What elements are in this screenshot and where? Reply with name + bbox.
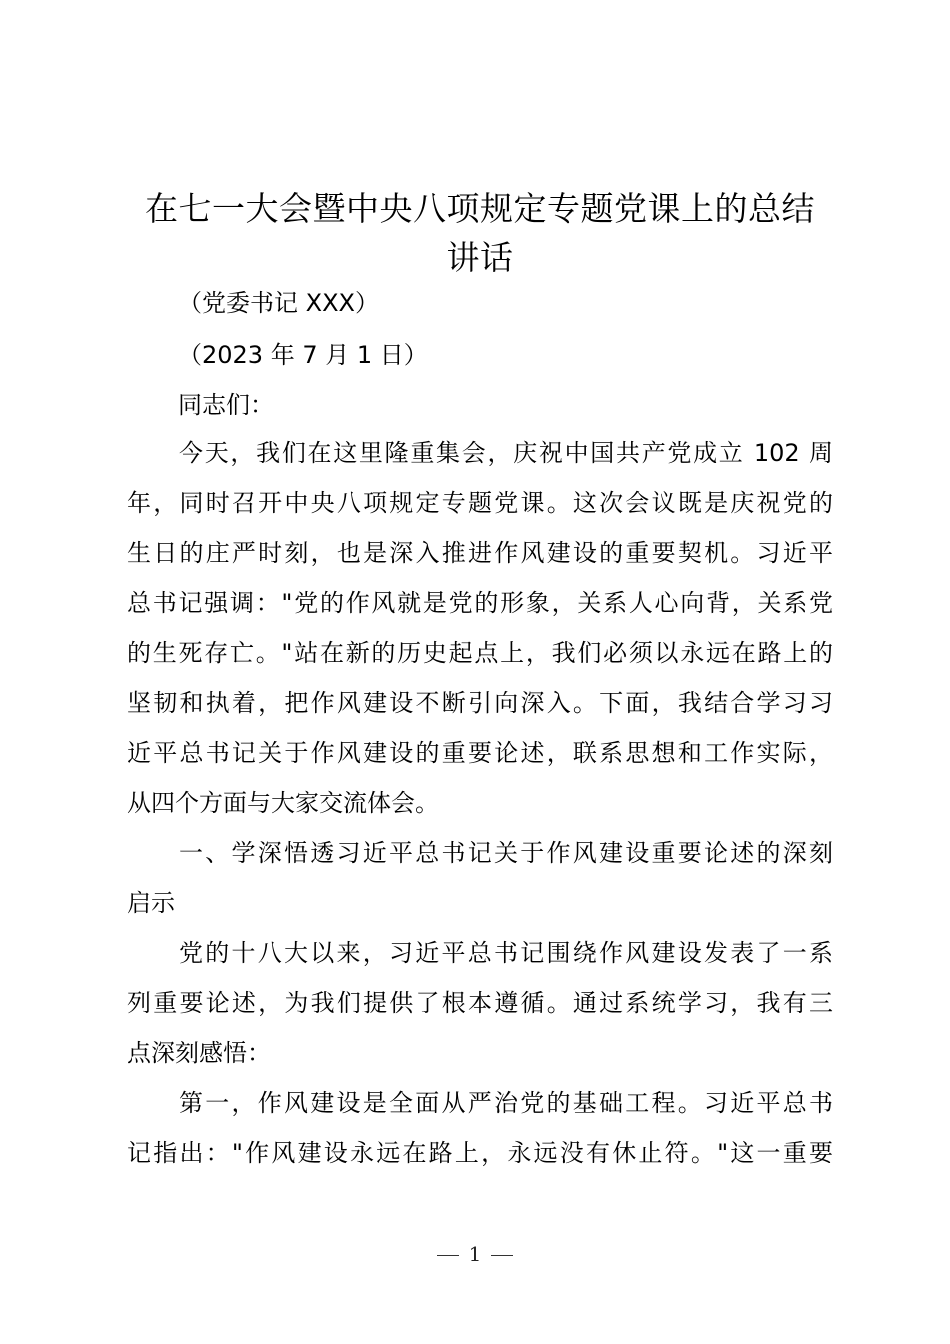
- paragraph-2: [127, 928, 833, 1078]
- document-title-line-1: 在七一大会暨中央八项规定专题党课上的总结: [145, 189, 815, 228]
- paragraph-line: 列重要论述，为我们提供了根本遵循。通过系统学习，我有三: [127, 989, 833, 1017]
- paragraph-1: [127, 428, 833, 828]
- author-line: （党委书记 XXX）: [178, 289, 379, 317]
- paragraph-line: 总书记强调："党的作风就是党的形象，关系人心向背，关系党: [127, 589, 833, 617]
- page-footer: [0, 1240, 950, 1268]
- paragraph-line: 记指出："作风建设永远在路上，永远没有休止符。"这一重要: [127, 1139, 833, 1167]
- paragraph-3: [127, 1078, 833, 1178]
- paragraph-line: 坚韧和执着，把作风建设不断引向深入。下面，我结合学习习: [127, 689, 833, 717]
- heading-line: 一、学深悟透习近平总书记关于作风建设重要论述的深刻: [179, 839, 833, 867]
- paragraph-line: 近平总书记关于作风建设的重要论述，联系思想和工作实际，: [127, 739, 833, 767]
- footer-dash-left: [437, 1255, 459, 1256]
- heading-line: 启示: [127, 889, 175, 917]
- section-1-heading: [127, 828, 833, 928]
- document-title-line-2: 讲话: [446, 238, 514, 277]
- date-line: （2023 年 7 月 1 日）: [178, 341, 428, 369]
- paragraph-line: 从四个方面与大家交流体会。: [127, 789, 439, 817]
- paragraph-line: 第一，作风建设是全面从严治党的基础工程。习近平总书: [179, 1089, 833, 1117]
- paragraph-line: 今天，我们在这里隆重集会，庆祝中国共产党成立 102 周: [179, 439, 833, 467]
- page-number: 1: [468, 1242, 482, 1266]
- paragraph-line: 生日的庄严时刻，也是深入推进作风建设的重要契机。习近平: [127, 539, 833, 567]
- paragraph-line: 年，同时召开中央八项规定专题党课。这次会议既是庆祝党的: [127, 489, 833, 517]
- paragraph-line: 点深刻感悟：: [127, 1039, 271, 1067]
- paragraph-line: 党的十八大以来，习近平总书记围绕作风建设发表了一系: [179, 939, 833, 967]
- paragraph-line: 的生死存亡。"站在新的历史起点上，我们必须以永远在路上的: [127, 639, 833, 667]
- footer-dash-right: [491, 1255, 513, 1256]
- salutation: 同志们：: [178, 391, 274, 419]
